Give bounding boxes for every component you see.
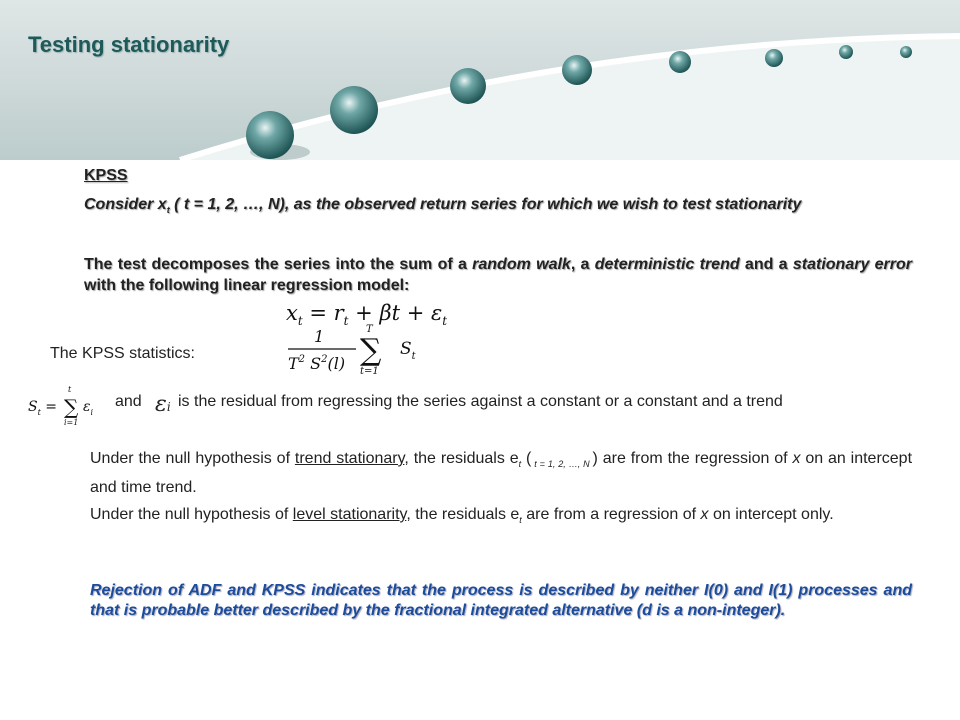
h0-level-mid2: are from a regression of bbox=[521, 506, 701, 523]
h0-trend-mid2: ( bbox=[521, 450, 532, 467]
sphere-8 bbox=[900, 46, 912, 58]
svg-text:1: 1 bbox=[314, 327, 325, 346]
residual-description: is the residual from regressing the series against a constant or a constant and a trend bbox=[178, 393, 783, 410]
svg-text:∑: ∑ bbox=[360, 333, 382, 368]
decomp-text-1: The test decomposes the series into the sum of a bbox=[84, 256, 473, 273]
and-connector: and bbox=[115, 393, 142, 410]
intro-text-post: ( t = 1, 2, …, N), as the observed return series for which we wish to test stationarity bbox=[169, 196, 802, 213]
conclusion-paragraph: Rejection of ADF and KPSS indicates that the process is described by neither I(0) and I(1) processes and that is probable better described by the fractional integrated alternative (d is a non-integer). bbox=[90, 582, 912, 619]
kpss-statistics-label: The KPSS statistics: bbox=[50, 345, 195, 362]
sphere-5 bbox=[669, 51, 691, 73]
sphere-3 bbox=[450, 68, 486, 104]
null-hypothesis-level bbox=[90, 503, 912, 532]
h0-trend-mid1: , the residuals e bbox=[404, 450, 519, 467]
header-banner bbox=[0, 0, 960, 160]
h0-trend-mid3: ) are from the regression of bbox=[592, 450, 793, 467]
svg-text:St =: $S_t$ = bbox=[28, 399, 57, 417]
svg-text:T: T bbox=[366, 324, 373, 335]
decomp-em-trend: deterministic trend bbox=[594, 256, 740, 273]
slide-title: Testing stationarity bbox=[28, 32, 230, 57]
svg-text:xt = rt + βt + εt: $x_t = r_t + \beta t + \varepsilon_t$ bbox=[286, 301, 448, 328]
decomp-text-4: with the following linear regression model: bbox=[84, 277, 410, 294]
svg-text:εi: $\varepsilon_i$ bbox=[83, 399, 94, 417]
h0-trend-post: on an intercept and time trend. bbox=[90, 450, 913, 497]
sphere-6 bbox=[765, 49, 783, 67]
intro-text-pre: Consider x bbox=[84, 196, 167, 213]
kpss-statistic-formula bbox=[276, 322, 426, 382]
decomp-text-3: and a bbox=[739, 256, 793, 273]
svg-text:T2 S2(l): $T^2$ $S^2(l)$ bbox=[288, 354, 346, 373]
sphere-1 bbox=[246, 111, 294, 159]
intro-subscript: t bbox=[166, 205, 170, 216]
decorative-spheres bbox=[0, 0, 960, 160]
decomp-text-2: , a bbox=[570, 256, 595, 273]
h0-level-pre: Under the null hypothesis of bbox=[90, 506, 293, 523]
intro-paragraph bbox=[84, 194, 912, 221]
h0-trend-var: x bbox=[792, 450, 801, 467]
svg-text:t: t bbox=[68, 385, 72, 394]
partial-sum-svg bbox=[28, 384, 108, 428]
epsilon-i-symbol: εi bbox=[155, 392, 171, 417]
null-hypothesis-trend bbox=[90, 447, 912, 499]
decomp-em-error: stationary error bbox=[792, 256, 912, 273]
svg-text:St: $S_t$ bbox=[400, 339, 416, 362]
h0-level-mid1: , the residuals e bbox=[406, 506, 520, 523]
sphere-4 bbox=[562, 55, 592, 85]
sphere-2 bbox=[330, 86, 378, 134]
svg-text:t=1: t=1 bbox=[360, 366, 379, 377]
decomp-em-random-walk: random walk bbox=[472, 256, 571, 273]
h0-level-var: x bbox=[700, 506, 709, 523]
level-stationarity-term: level stationarity bbox=[292, 506, 407, 523]
h0-trend-pre: Under the null hypothesis of bbox=[90, 450, 295, 467]
svg-text:i=1: i=1 bbox=[64, 418, 79, 427]
sphere-7 bbox=[839, 45, 853, 59]
h0-level-post: on intercept only. bbox=[708, 506, 834, 523]
partial-sum-formula bbox=[28, 384, 108, 432]
trend-stationary-term: trend stationary bbox=[294, 450, 405, 467]
svg-text:∑: ∑ bbox=[64, 395, 79, 419]
kpss-formula-svg bbox=[276, 322, 426, 378]
h0-trend-range: t = 1, 2, …, N bbox=[531, 459, 593, 470]
section-heading: KPSS bbox=[84, 167, 128, 184]
decomposition-paragraph bbox=[84, 254, 912, 296]
h0-level-sub: t bbox=[519, 515, 522, 526]
h0-trend-sub: t bbox=[518, 459, 522, 470]
